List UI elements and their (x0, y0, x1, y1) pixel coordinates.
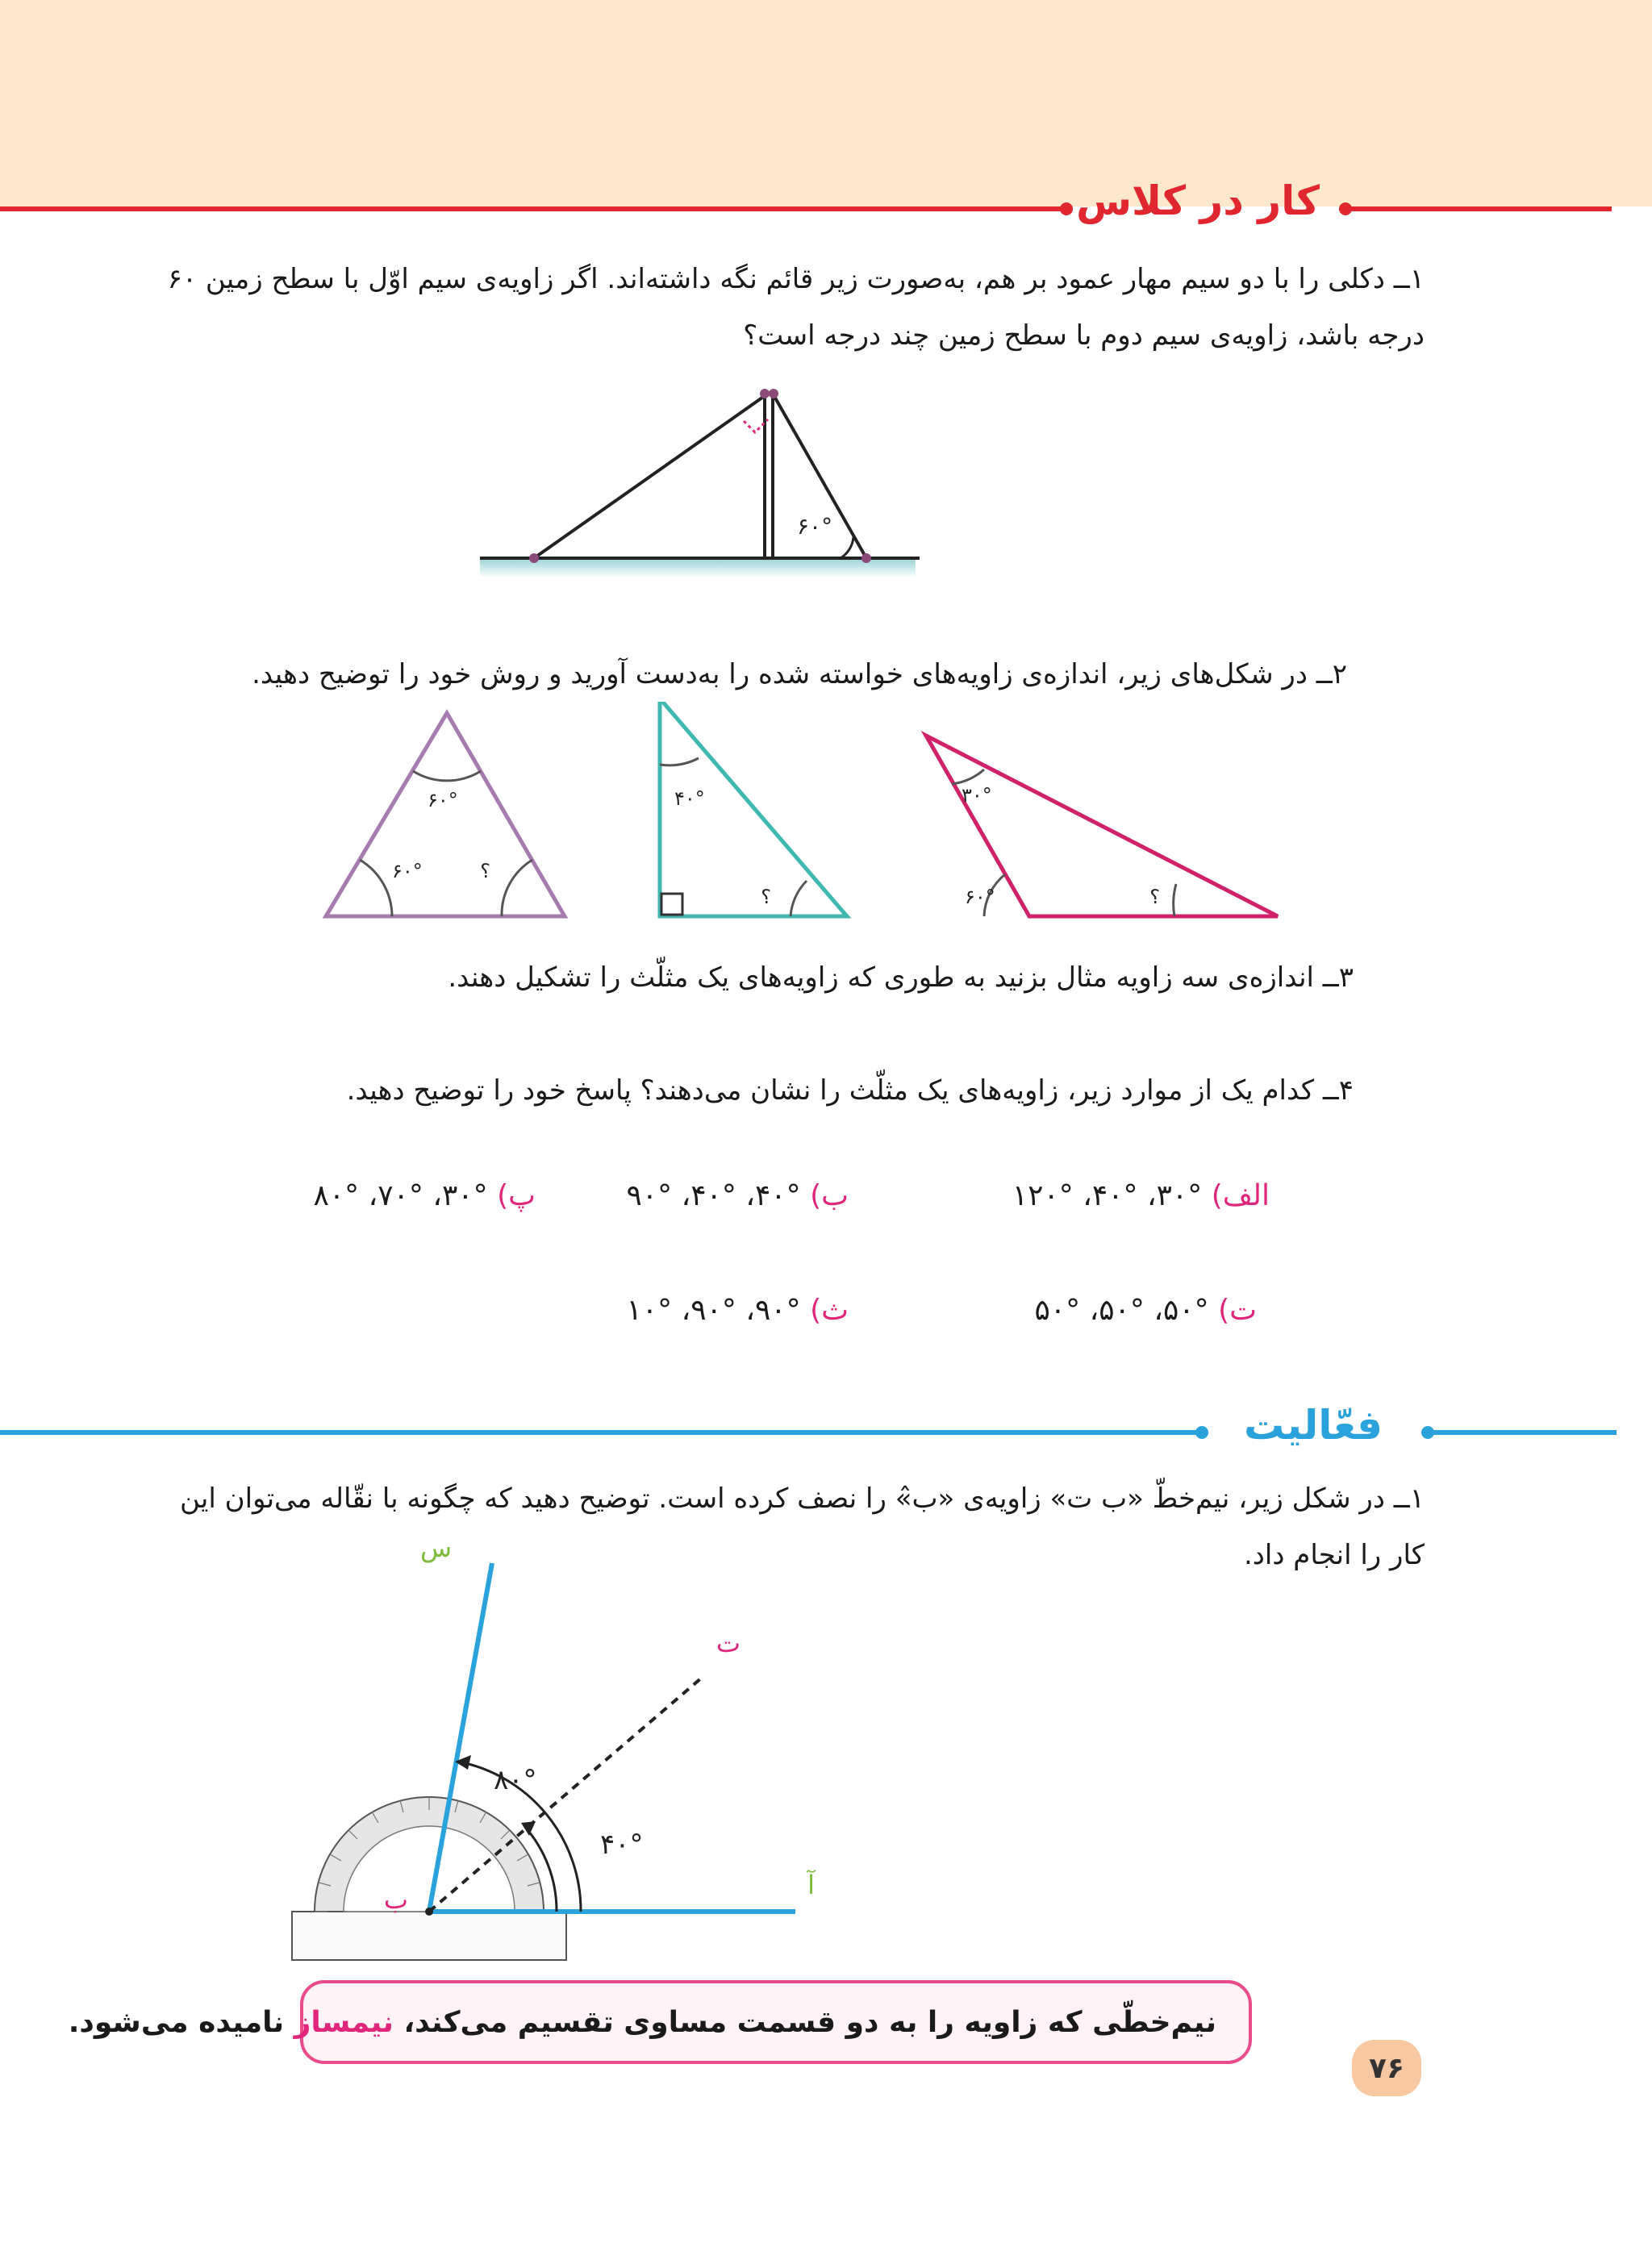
classwork-title: کار در کلاس (1076, 177, 1320, 224)
protractor-base (292, 1912, 566, 1960)
anchor-right (861, 553, 871, 563)
label-obtuse-right: ؟ (1149, 886, 1160, 908)
label-b: ب (383, 1884, 408, 1915)
question-3: ۳ــ اندازه‌ی سه زاویه مثال بزنید به طوری که زاویه‌های یک مثلّث را تشکیل دهند. (448, 961, 1354, 994)
choice-be-values: °۴۰، °۴۰، °۹۰ (626, 1179, 801, 1212)
definition-text (69, 2006, 1216, 2039)
label-eq-left: ۶۰° (392, 860, 423, 882)
label-eq-top: ۶۰° (428, 789, 458, 811)
choice-alef (1012, 1179, 1270, 1212)
activity-rule-right (1431, 1430, 1617, 1435)
activity-rule-left (0, 1430, 1199, 1435)
definition-part-2: نامیده می‌شود. (68, 2005, 294, 2039)
label-obtuse-top: ۳۰° (962, 784, 992, 807)
arrow-40 (521, 1821, 536, 1836)
angle-arc (841, 537, 853, 558)
mast-angle-label: ۶۰° (797, 513, 833, 540)
activity-line-2: کار را انجام داد. (1243, 1539, 1425, 1571)
mast-figure (476, 379, 928, 589)
choice-pe-label: پ) (497, 1179, 536, 1212)
ground-shading (480, 560, 916, 578)
triangle-equilateral (326, 713, 565, 916)
label-t: ت (715, 1628, 740, 1658)
label-right-bottom: ؟ (761, 886, 771, 908)
label-s: س (419, 1532, 452, 1563)
label-80: ۸۰° (494, 1764, 537, 1796)
mast-top-right (769, 389, 778, 398)
label-obtuse-left: ۶۰° (965, 886, 995, 908)
arc-eq-right (502, 860, 532, 916)
bisector-figure (282, 1532, 863, 1968)
classwork-rule-right (1345, 206, 1612, 211)
choice-te-values: °۵۰، °۵۰، °۵۰ (1034, 1294, 1209, 1327)
arc-right-bottom (791, 881, 807, 916)
label-eq-right: ؟ (480, 860, 490, 882)
arc-eq-top (413, 771, 481, 781)
arc-right-top (660, 758, 699, 765)
choice-be (626, 1179, 849, 1212)
question-4: ۴ــ کدام یک از موارد زیر، زاویه‌های یک مثلّث را نشان می‌دهند؟ پاسخ خود را توضیح دهید. (346, 1074, 1354, 1107)
activity-dot-right (1421, 1426, 1434, 1439)
classwork-dot-left (1060, 202, 1073, 215)
arc-obtuse-right (1174, 884, 1176, 916)
definition-box (68, 1980, 1252, 2064)
activity-title: فعّالیت (1244, 1402, 1383, 1449)
right-angle-box (661, 894, 682, 915)
definition-highlight: نیمساز (294, 2005, 394, 2039)
label-a: آ (807, 1870, 815, 1900)
page-number: ۷۶ (1352, 2040, 1421, 2096)
choice-alef-values: °۳۰، °۴۰، °۱۲۰ (1012, 1179, 1203, 1212)
choice-se-label: ث) (810, 1294, 849, 1327)
triangles-figure (315, 702, 1307, 936)
question-1-line-1: ۱ــ دکلی را با دو سیم مهار عمود بر هم، به‌صورت زیر قائم نگه داشته‌اند. اگر زاویه‌ی سیم اوّل با سطح زمین ۶۰ (167, 263, 1425, 295)
choice-te-label: ت) (1218, 1294, 1257, 1327)
wire-1 (534, 394, 768, 558)
ray-t-bisector (429, 1678, 702, 1912)
classwork-rule-left (0, 206, 1062, 211)
label-40: ۴۰° (600, 1829, 644, 1861)
choice-alef-label: الف) (1211, 1179, 1270, 1212)
choice-se (626, 1294, 849, 1327)
definition-part-1: نیم‌خطّی که زاویه را به دو قسمت مساوی تقسیم می‌کند، (393, 2005, 1216, 2039)
header-band (0, 0, 1652, 206)
label-right-top: ۴۰° (674, 787, 705, 810)
mast-top-left (760, 389, 770, 398)
activity-line-1: ۱ــ در شکل زیر، نیم‌خطّ «ب ت» زاویه‌ی «ب̂» را نصف کرده است. توضیح دهید که چگونه با نقّاله می‌توان این (180, 1482, 1425, 1515)
question-2: ۲ــ در شکل‌های زیر، اندازه‌ی زاویه‌های خواسته شده را به‌دست آورید و روش خود را توضیح دهید. (252, 658, 1347, 690)
arc-obtuse-top (952, 769, 984, 784)
classwork-dot-right (1339, 202, 1352, 215)
vertex-b (425, 1908, 433, 1916)
question-1-line-2: درجه باشد، زاویه‌ی سیم دوم با سطح زمین چند درجه است؟ (743, 319, 1425, 352)
arc-eq-left (360, 860, 392, 916)
choice-be-label: ب) (810, 1179, 849, 1212)
anchor-left (529, 553, 539, 563)
choice-pe (313, 1179, 536, 1212)
choice-se-values: °۹۰، °۹۰، °۱۰ (626, 1294, 801, 1327)
choice-pe-values: °۳۰، °۷۰، °۸۰ (313, 1179, 488, 1212)
choice-te (1034, 1294, 1257, 1327)
